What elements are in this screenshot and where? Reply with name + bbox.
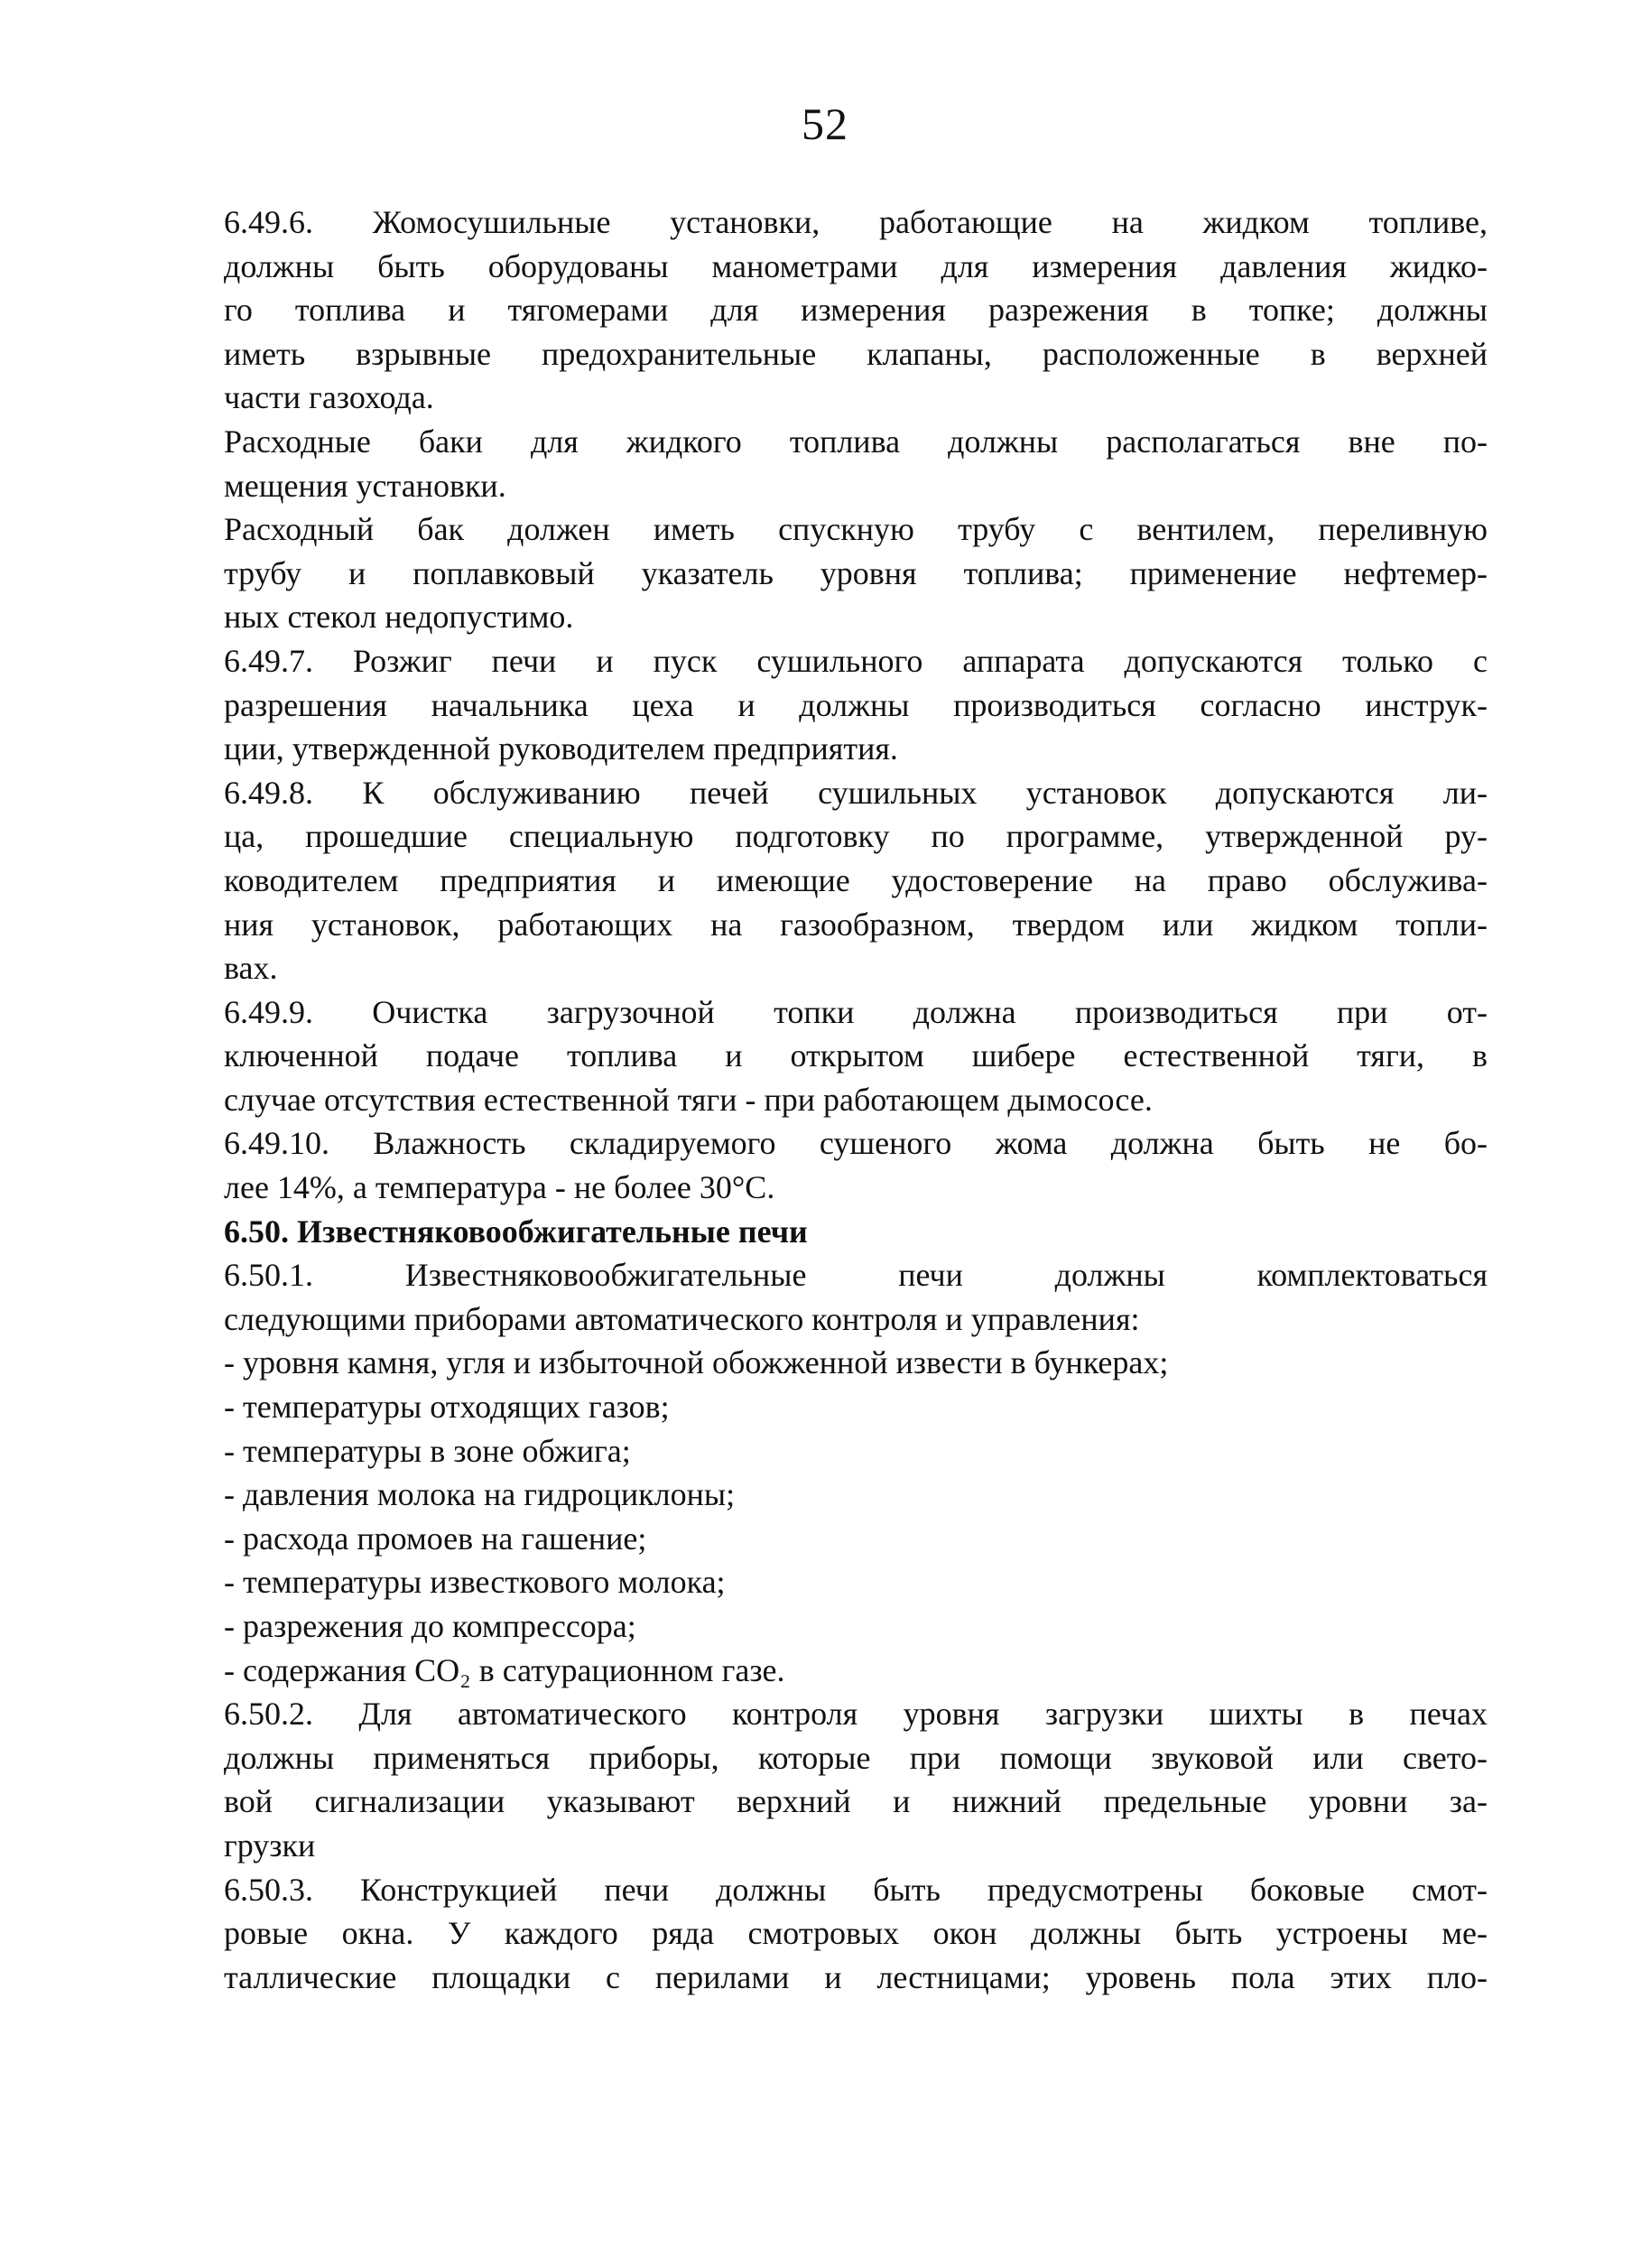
text-line: 6.50.2. Для автоматического контроля уровня загрузки шихты в печах <box>224 1696 1488 1733</box>
list-item: - разрежения до компрессора; <box>224 1608 636 1644</box>
list-item: - расхода промоев на гашение; <box>224 1520 647 1557</box>
list-item: - температуры отходящих газов; <box>224 1389 670 1426</box>
text-line: должны быть оборудованы манометрами для измерения давления жидко- <box>224 247 1488 284</box>
text-line: ководителем предприятия и имеющие удостоверение на право обслужива- <box>224 861 1488 898</box>
text-line: ровые окна. У каждого ряда смотровых окон должны быть устроены ме- <box>224 1915 1488 1952</box>
page-number: 52 <box>802 98 848 149</box>
text-line: 6.49.6. Жомосушильные установки, работающие на жидком топливе, <box>224 204 1488 240</box>
text-line: вах. <box>224 950 278 987</box>
text-line: ца, прошедшие специальную подготовку по программе, утвержденной ру- <box>224 818 1488 855</box>
body-text <box>224 200 1488 1999</box>
text-line: трубу и поплавковый указатель уровня топлива; применение нефтемер- <box>224 554 1488 591</box>
text-line: Расходный бак должен иметь спускную трубу с вентилем, переливную <box>224 511 1488 548</box>
section-heading: 6.50. Известняковообжигательные печи <box>224 1213 808 1250</box>
list-item: - содержания СО₂ в сатурационном газе. <box>224 1651 785 1688</box>
text-line: должны применяться приборы, которые при помощи звуковой или свето- <box>224 1739 1488 1776</box>
text-line: 6.49.7. Розжиг печи и пуск сушильного аппарата допускаются только с <box>224 642 1488 679</box>
text-line: лее 14%, а температура - не более 30°С. <box>224 1169 775 1206</box>
list-item: - уровня камня, угля и избыточной обожженной извести в бункерах; <box>224 1344 1169 1381</box>
text-line: грузки <box>224 1826 316 1864</box>
text-line: ции, утвержденной руководителем предприятия. <box>224 730 898 767</box>
text-line: 6.49.9. Очистка загрузочной топки должна производиться при от- <box>224 993 1488 1030</box>
text-line: вой сигнализации указывают верхний и нижний предельные уровни за- <box>224 1783 1488 1820</box>
list-item: - давления молока на гидроциклоны; <box>224 1476 736 1513</box>
text-line: 6.49.8. К обслуживанию печей сушильных установок допускаются ли- <box>224 774 1488 811</box>
text-line: го топлива и тягомерами для измерения разрежения в топке; должны <box>224 292 1488 329</box>
text-line: Расходные баки для жидкого топлива должны располагаться вне по- <box>224 423 1488 460</box>
text-line: части газохода. <box>224 379 434 416</box>
text-line: ния установок, работающих на газообразном, твердом или жидком топли- <box>224 906 1488 943</box>
text-line: 6.50.3. Конструкцией печи должны быть предусмотрены боковые смот- <box>224 1871 1488 1908</box>
text-line: 6.49.10. Влажность складируемого сушеного жома должна быть не бо- <box>224 1125 1488 1162</box>
list-item: - температуры в зоне обжига; <box>224 1432 631 1469</box>
text-line: 6.50.1. Известняковообжигательные печи должны комплектоваться <box>224 1257 1488 1294</box>
text-line: иметь взрывные предохранительные клапаны, расположенные в верхней <box>224 335 1488 372</box>
text-line: случае отсутствия естественной тяги - при работающем дымососе. <box>224 1081 1153 1118</box>
text-line: ных стекол недопустимо. <box>224 599 574 636</box>
list-item: - температуры известкового молока; <box>224 1564 726 1601</box>
text-line: следующими приборами автоматического контроля и управления: <box>224 1300 1140 1337</box>
text-line: разрешения начальника цеха и должны производиться согласно инструк- <box>224 686 1488 723</box>
text-line: ключенной подаче топлива и открытом шибере естественной тяги, в <box>224 1037 1488 1074</box>
text-line: таллические площадки с перилами и лестницами; уровень пола этих пло- <box>224 1958 1488 1995</box>
text-line: мещения установки. <box>224 467 506 504</box>
